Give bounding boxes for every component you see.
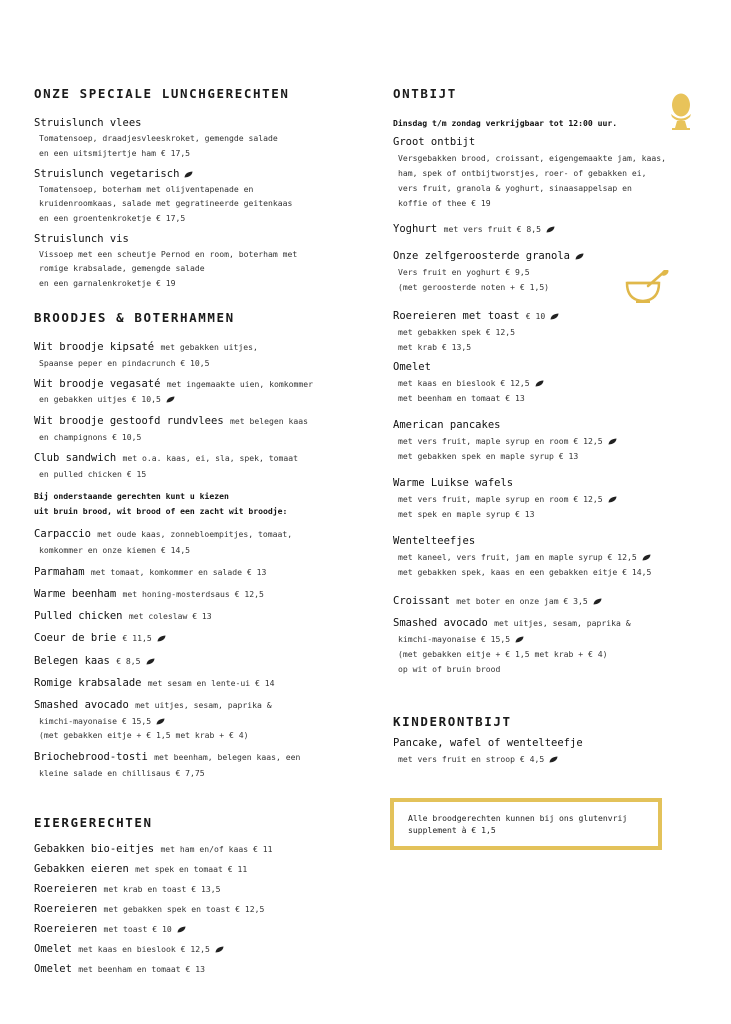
menu-item-name: Parmaham met tomaat, komkommer en salade € 13 bbox=[34, 566, 267, 578]
menu-item-description: met kaneel, vers fruit, jam en maple syrup € 12,5 bbox=[393, 550, 651, 565]
glutenvrij-line: Alle broodgerechten kunnen bij ons glutenvrij bbox=[408, 813, 628, 823]
menu-item-description: met gebakken spek, kaas en een gebakken eitje € 14,5 bbox=[398, 567, 652, 577]
vegetarian-leaf-icon bbox=[550, 313, 559, 320]
broodjes-section-title: BROODJES & BOTERHAMMEN bbox=[34, 310, 235, 325]
kinder-section-title: KINDERONTBIJT bbox=[393, 714, 512, 729]
vegetarian-leaf-icon bbox=[593, 598, 602, 605]
vegetarian-leaf-icon bbox=[146, 658, 155, 665]
vegetarian-leaf-icon bbox=[177, 926, 186, 933]
bread-choice-note: uit bruin brood, wit brood of een zacht wit broodje: bbox=[34, 506, 288, 516]
menu-item-description: met vers fruit en stroop € 4,5 bbox=[393, 752, 558, 767]
menu-item-name: Struislunch vis bbox=[34, 233, 129, 245]
menu-item-description: (met gebakken eitje + € 1,5 met krab + € 4) bbox=[398, 649, 608, 659]
menu-item-name: Wit broodje gestoofd rundvlees met belegen kaas bbox=[34, 415, 308, 427]
menu-item-description: met gebakken spek € 12,5 bbox=[398, 327, 515, 337]
menu-item-name: Wit broodje kipsaté met gebakken uitjes, bbox=[34, 341, 258, 353]
menu-item-name: Carpaccio met oude kaas, zonnebloempitjes, tomaat, bbox=[34, 528, 293, 540]
menu-item-name: Smashed avocado met uitjes, sesam, paprika & bbox=[393, 617, 631, 629]
menu-item-name: Roereieren met toast € 10 bbox=[34, 923, 186, 935]
menu-item-name: Club sandwich met o.a. kaas, ei, sla, spek, tomaat bbox=[34, 452, 298, 464]
menu-item-description: met gebakken spek en maple syrup € 13 bbox=[398, 451, 579, 461]
menu-item-description: en een groentenkroketje € 17,5 bbox=[39, 213, 186, 223]
availability-note: Dinsdag t/m zondag verkrijgbaar tot 12:00 uur. bbox=[393, 118, 618, 128]
vegetarian-leaf-icon bbox=[642, 554, 651, 561]
menu-item-description: Tomatensoep, boterham met olijventapenade en bbox=[39, 184, 254, 194]
menu-item-description: kruidenroomkaas, salade met gegratineerde geitenkaas bbox=[39, 198, 293, 208]
menu-item-description: romige krabsalade, gemengde salade bbox=[39, 263, 205, 273]
vegetarian-leaf-icon bbox=[215, 946, 224, 953]
granola-bowl-icon bbox=[624, 270, 670, 306]
vegetarian-leaf-icon bbox=[608, 496, 617, 503]
menu-item-description: Tomatensoep, draadjesvleeskroket, gemengde salade bbox=[39, 133, 278, 143]
menu-item-name: Yoghurt met vers fruit € 8,5 bbox=[393, 223, 555, 235]
menu-item-name: Roereieren met gebakken spek en toast € 12,5 bbox=[34, 903, 265, 915]
vegetarian-leaf-icon bbox=[608, 438, 617, 445]
menu-item-name: Pulled chicken met coleslaw € 13 bbox=[34, 610, 212, 622]
menu-item-description: koffie of thee € 19 bbox=[398, 198, 491, 208]
vegetarian-leaf-icon bbox=[546, 226, 555, 233]
vegetarian-leaf-icon bbox=[549, 756, 558, 763]
vegetarian-leaf-icon bbox=[575, 253, 584, 260]
vegetarian-leaf-icon bbox=[515, 636, 524, 643]
menu-item-name: Omelet bbox=[393, 361, 431, 373]
menu-item-description: met krab € 13,5 bbox=[398, 342, 472, 352]
menu-item-name: Omelet met kaas en bieslook € 12,5 bbox=[34, 943, 224, 955]
eier-section-title: EIERGERECHTEN bbox=[34, 815, 153, 830]
menu-item-description: kleine salade en chillisaus € 7,75 bbox=[39, 768, 205, 778]
vegetarian-leaf-icon bbox=[166, 396, 175, 403]
menu-item-name: Struislunch vegetarisch bbox=[34, 168, 193, 180]
menu-item-name: Groot ontbijt bbox=[393, 136, 476, 148]
menu-item-description: Spaanse peper en pindacrunch € 10,5 bbox=[39, 358, 210, 368]
menu-item-name: Briochebrood-tosti met beenham, belegen kaas, een bbox=[34, 751, 301, 763]
vegetarian-leaf-icon bbox=[184, 171, 193, 178]
menu-item-name: Gebakken eieren met spek en tomaat € 11 bbox=[34, 863, 248, 875]
ontbijt-section-title: ONTBIJT bbox=[393, 86, 457, 101]
menu-item-description: en pulled chicken € 15 bbox=[39, 469, 147, 479]
menu-item-name: Roereieren met toast € 10 bbox=[393, 310, 559, 322]
menu-item-description: en champignons € 10,5 bbox=[39, 432, 142, 442]
menu-item-description: met beenham en tomaat € 13 bbox=[398, 393, 525, 403]
menu-item-description: komkommer en onze kiemen € 14,5 bbox=[39, 545, 191, 555]
menu-item-name: Struislunch vlees bbox=[34, 117, 142, 129]
menu-item-name: Wit broodje vegasaté met ingemaakte uien, komkommer bbox=[34, 378, 313, 390]
menu-item-name: American pancakes bbox=[393, 419, 501, 431]
menu-item-name: Roereieren met krab en toast € 13,5 bbox=[34, 883, 221, 895]
vegetarian-leaf-icon bbox=[156, 718, 165, 725]
menu-item-description: vers fruit, granola & yoghurt, sinaasappelsap en bbox=[398, 183, 632, 193]
menu-item-description: Versgebakken brood, croissant, eigengemaakte jam, kaas, bbox=[398, 153, 667, 163]
menu-item-description: kimchi-mayonaise € 15,5 bbox=[34, 714, 165, 729]
menu-item-name: Coeur de brie € 11,5 bbox=[34, 632, 166, 644]
menu-item-description: en een uitsmijtertje ham € 17,5 bbox=[39, 148, 191, 158]
menu-item-description: met kaas en bieslook € 12,5 bbox=[393, 376, 544, 391]
menu-item-description: (met geroosterde noten + € 1,5) bbox=[398, 282, 550, 292]
menu-item-description: met spek en maple syrup € 13 bbox=[398, 509, 535, 519]
lunch-section-title: ONZE SPECIALE LUNCHGERECHTEN bbox=[34, 86, 290, 101]
menu-item-description: ham, spek of ontbijtworstjes, roer- of gebakken ei, bbox=[398, 168, 647, 178]
menu-item-description: Vissoep met een scheutje Pernod en room, boterham met bbox=[39, 249, 298, 259]
menu-item-description: kimchi-mayonaise € 15,5 bbox=[393, 632, 524, 647]
egg-cup-icon bbox=[666, 92, 696, 132]
menu-item-description: met vers fruit, maple syrup en room € 12,5 bbox=[393, 434, 617, 449]
menu-item-name: Belegen kaas € 8,5 bbox=[34, 655, 155, 667]
menu-item-name: Gebakken bio-eitjes met ham en/of kaas € 11 bbox=[34, 843, 273, 855]
menu-item-description: op wit of bruin brood bbox=[398, 664, 501, 674]
menu-item-name: Onze zelfgeroosterde granola bbox=[393, 250, 584, 262]
menu-item-name: Romige krabsalade met sesam en lente-ui € 14 bbox=[34, 677, 275, 689]
menu-item-description: met vers fruit, maple syrup en room € 12,5 bbox=[393, 492, 617, 507]
menu-item-name: Pancake, wafel of wentelteefje bbox=[393, 737, 583, 749]
bread-choice-note: Bij onderstaande gerechten kunt u kiezen bbox=[34, 491, 229, 501]
menu-item-name: Croissant met boter en onze jam € 3,5 bbox=[393, 595, 602, 607]
glutenvrij-line: supplement à € 1,5 bbox=[408, 824, 496, 835]
vegetarian-leaf-icon bbox=[157, 635, 166, 642]
menu-item-description: Vers fruit en yoghurt € 9,5 bbox=[398, 267, 530, 277]
menu-item-name: Warme Luikse wafels bbox=[393, 477, 514, 489]
glutenvrij-notice bbox=[408, 813, 627, 836]
vegetarian-leaf-icon bbox=[535, 380, 544, 387]
glutenvrij-notice-box bbox=[390, 798, 662, 850]
menu-item-name: Warme beenham met honing-mosterdsaus € 12,5 bbox=[34, 588, 264, 600]
menu-item-name: Omelet met beenham en tomaat € 13 bbox=[34, 963, 205, 975]
menu-item-name: Wentelteefjes bbox=[393, 535, 476, 547]
menu-item-description: en een garnalenkroketje € 19 bbox=[39, 278, 176, 288]
menu-item-description: en gebakken uitjes € 10,5 bbox=[34, 392, 175, 407]
menu-item-description: (met gebakken eitje + € 1,5 met krab + € 4) bbox=[39, 730, 249, 740]
menu-item-name: Smashed avocado met uitjes, sesam, paprika & bbox=[34, 699, 272, 711]
